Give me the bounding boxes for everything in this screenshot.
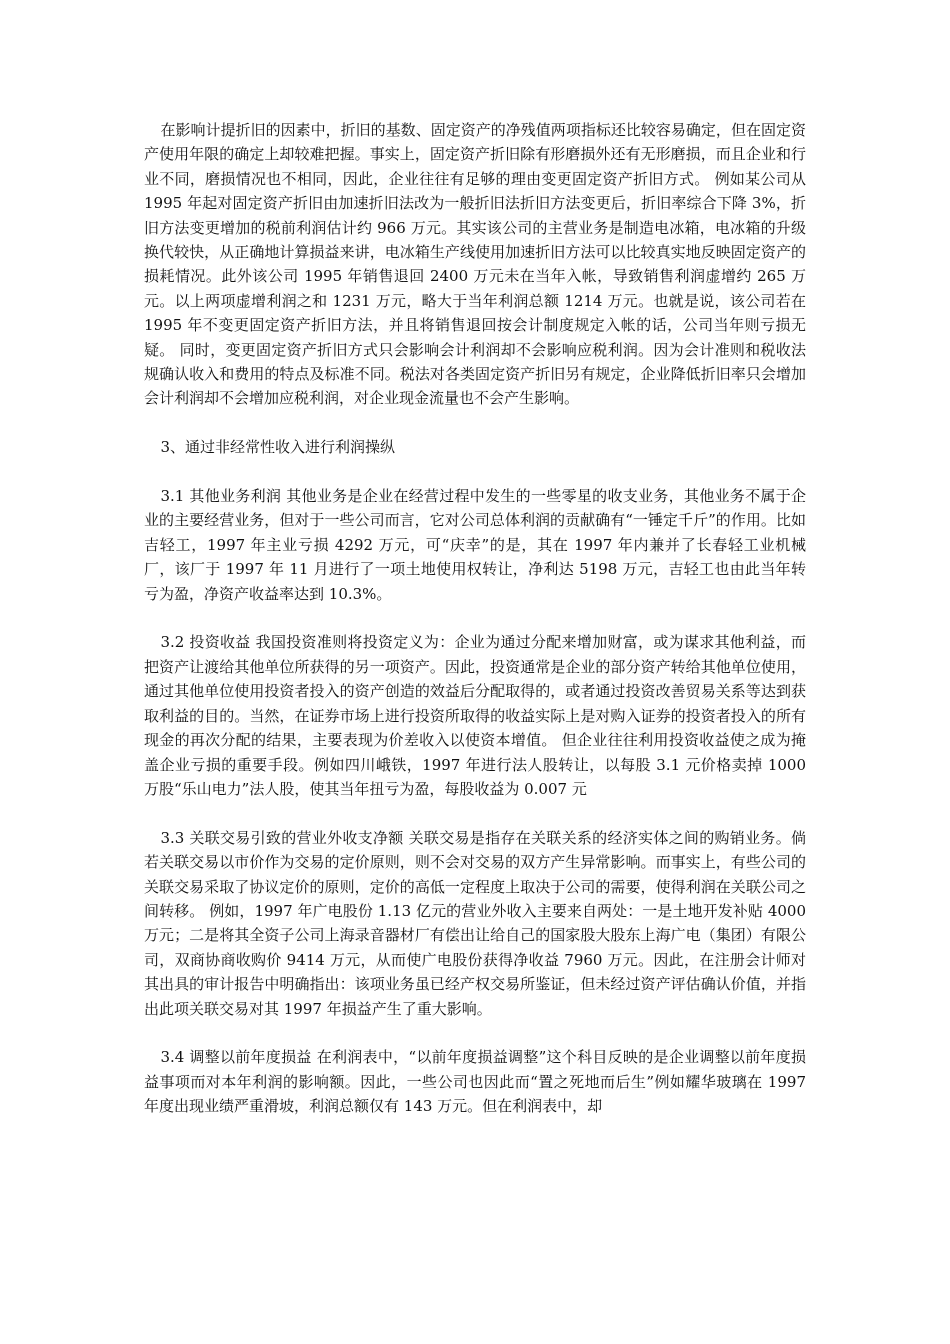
paragraph-investment-income: 3.2 投资收益 我国投资准则将投资定义为：企业为通过分配来增加财富，或为谋求其他利益，而把资产让渡给其他单位所获得的另一项资产。因此，投资通常是企业的部分资产转给其他单位使用，通过其他单位使用投资者投入的资产创造的效益后分配取得的，或者通过投资改善贸易关系等达到获取利益的目的。当然，在证券市场上进行投资所取得的收益实际上是对购入证券的投资者投入的所有现金的再次分配的结果，主要表现为价差收入以使资本增值。 但企业往往利用投资收益使之成为掩盖企业亏损的重要手段。例如四川峨铁，1997 年进行法人股转让，以每股 3.1 元价格卖掉 1000 万股“乐山电力”法人股，使其当年扭亏为盈，每股收益为 0.007 元: [144, 633, 806, 798]
paragraph-depreciation: 在影响计提折旧的因素中，折旧的基数、固定资产的净残值两项指标还比较容易确定，但在固定资产使用年限的确定上却较难把握。事实上，固定资产折旧除有形磨损外还有无形磨损，而且企业和行业不同，磨损情况也不相同，因此，企业往往有足够的理由变更固定资产折旧方式。 例如某公司从 1995 年起对固定资产折旧由加速折旧法改为一般折旧法折旧方法变更后，折旧率综合下降 3%，折旧方法变更增加的税前利润估计约 966 万元。其实该公司的主营业务是制造电冰箱，电冰箱的升级换代较快，从正确地计算损益来讲，电冰箱生产线使用加速折旧方法可以比较真实地反映固定资产的损耗情况。此外该公司 1995 年销售退回 2400 万元未在当年入帐，导致销售利润虚增约 265 万元。以上两项虚增利润之和 1231 万元，略大于当年利润总额 1214 万元。也就是说，该公司若在 1995 年不变更固定资产折旧方法，并且将销售退回按会计制度规定入帐的话，公司当年则亏损无疑。 同时，变更固定资产折旧方式只会影响会计利润却不会影响应税利润。因为会计准则和税收法规确认收入和费用的特点及标准不同。税法对各类固定资产折旧另有规定，企业降低折旧率只会增加会计利润却不会增加应税利润，对企业现金流量也不会产生影响。: [144, 121, 806, 408]
paragraph-prior-year-adjustment: 3.4 调整以前年度损益 在利润表中，“以前年度损益调整”这个科目反映的是企业调整以前年度损益事项而对本年利润的影响额。因此，一些公司也因此而“置之死地而后生”例如耀华玻璃在 1997 年度出现业绩严重滑坡，利润总额仅有 143 万元。但在利润表中，却: [144, 1048, 806, 1116]
paragraph-other-business-profit: 3.1 其他业务利润 其他业务是企业在经营过程中发生的一些零星的收支业务，其他业务不属于企业的主要经营业务，但对于一些公司而言，它对公司总体利润的贡献确有“一锤定千斤”的作用。比如吉轻工，1997 年主业亏损 4292 万元，可“庆幸”的是，其在 1997 年内兼并了长春轻工业机械厂，该厂于 1997 年 11 月进行了一项土地使用权转让，净利达 5198 万元，吉轻工也由此当年转亏为盈，净资产收益率达到 10.3%。: [144, 487, 806, 603]
paragraph-related-party-transactions: 3.3 关联交易引致的营业外收支净额 关联交易是指存在关联关系的经济实体之间的购销业务。倘若关联交易以市价作为交易的定价原则，则不会对交易的双方产生异常影响。而事实上，有些公司的关联交易采取了协议定价的原则，定价的高低一定程度上取决于公司的需要，使得利润在关联公司之间转移。 例如，1997 年广电股份 1.13 亿元的营业外收入主要来自两处：一是土地开发补贴 4000 万元；二是将其全资子公司上海录音器材厂有偿出让给自己的国家股大股东上海广电（集团）有限公司，双商协商收购价 9414 万元，从而使广电股份获得净收益 7960 万元。因此，在注册会计师对其出具的审计报告中明确指出：该项业务虽已经产权交易所鉴证，但未经过资产评估确认价值，并指出此项关联交易对其 1997 年损益产生了重大影响。: [144, 828, 806, 1018]
document-body: [144, 118, 806, 1143]
section-heading-nonrecurring-income: 3、通过非经常性收入进行利润操纵: [160, 438, 396, 457]
